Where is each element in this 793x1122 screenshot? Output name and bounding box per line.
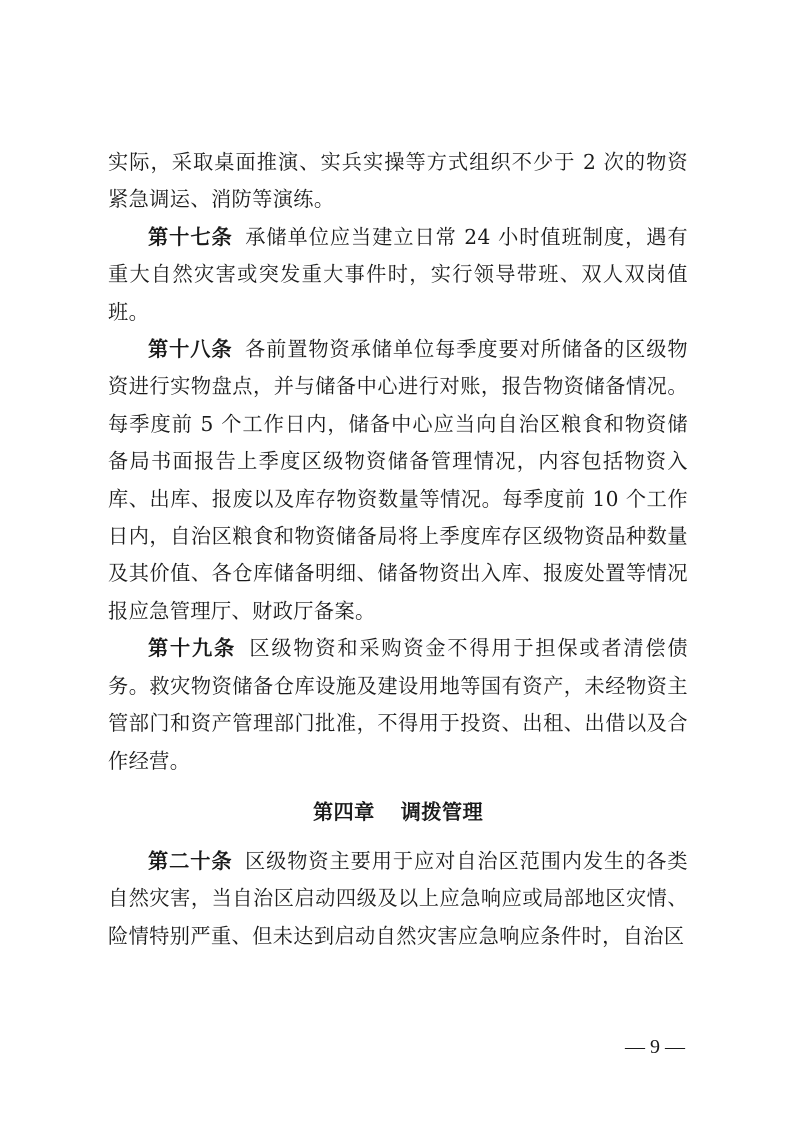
- article-number: 第十八条: [148, 337, 233, 362]
- paragraph-continuation: [108, 144, 688, 219]
- article-number: 第十九条: [148, 636, 236, 661]
- article-text: 各前置物资承储单位每季度要对所储备的区级物资进行实物盘点，并与储备中心进行对账，报告物资储备情况。每季度前 5 个工作日内，储备中心应当向自治区粮食和物资储备局书面报告上季度区级物资储备管理情况，内容包括物资入库、出库、报废以及库存物资数量等情况。每季度前 10 个工作日内，自治区粮食和物资储备局将上季度库存区级物资品种数量及其价值、各仓库储备明细、储备物资出入库、报废处置等情况报应急管理厅、财政厅备案。: [108, 337, 688, 623]
- article-19: [108, 630, 688, 780]
- article-text: 区级物资和采购资金不得用于担保或者清偿债务。救灾物资储备仓库设施及建设用地等国有资产，未经物资主管部门和资产管理部门批准，不得用于投资、出租、出借以及合作经营。: [108, 636, 688, 773]
- article-number: 第十七条: [148, 224, 233, 249]
- article-17: [108, 219, 688, 331]
- article-text: 区级物资主要用于应对自治区范围内发生的各类自然灾害，当自治区启动四级及以上应急响应或局部地区灾情、险情特别严重、但未达到启动自然灾害应急响应条件时，自治区: [108, 848, 688, 948]
- article-18: [108, 331, 688, 630]
- document-body: [108, 144, 688, 955]
- chapter-heading: [108, 797, 688, 827]
- article-number: 第二十条: [148, 848, 233, 873]
- article-text: 承储单位应当建立日常 24 小时值班制度，遇有重大自然灾害或突发重大事件时，实行领导带班、双人双岗值班。: [108, 224, 688, 324]
- article-20: [108, 843, 688, 955]
- paragraph-text: 实际，采取桌面推演、实兵实操等方式组织不少于 2 次的物资紧急调运、消防等演练。: [108, 150, 688, 212]
- chapter-title: 调拨管理: [400, 799, 484, 824]
- chapter-number: 第四章: [312, 799, 375, 824]
- page-number: — 9 —: [625, 1036, 685, 1058]
